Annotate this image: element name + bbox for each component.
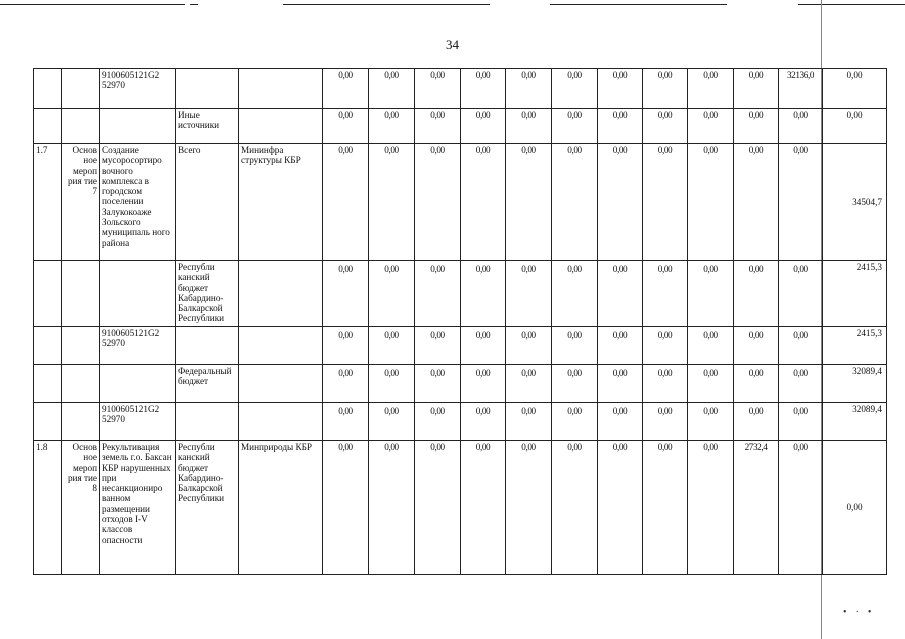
item-kind <box>62 403 100 441</box>
table-row <box>34 261 887 327</box>
value-cell: 0,00 <box>552 144 598 261</box>
value-cell: 0,00 <box>552 441 598 575</box>
item-name <box>100 365 176 403</box>
value-cell: 0,00 <box>461 441 506 575</box>
executor: Мининфра структуры КБР <box>239 144 323 261</box>
value-cell: 0,00 <box>506 144 552 261</box>
value-cell: 0,00 <box>415 365 461 403</box>
value-cell: 0,00 <box>643 69 688 109</box>
value-cell: 0,00 <box>552 69 598 109</box>
value-cell: 0,00 <box>688 109 734 144</box>
item-name: 9100605121G2 52970 <box>100 327 176 365</box>
value-cell: 0,00 <box>552 109 598 144</box>
value-cell: 2732,4 <box>734 441 779 575</box>
item-kind: Основ ное мероп рия тие 7 <box>62 144 100 261</box>
top-rule <box>0 4 185 5</box>
page-number: 34 <box>446 37 459 52</box>
value-cell: 0,00 <box>415 144 461 261</box>
value-cell: 0,00 <box>688 365 734 403</box>
item-name <box>100 261 176 327</box>
value-cell: 0,00 <box>506 69 552 109</box>
value-cell: 0,00 <box>369 144 415 261</box>
funding-source: Республи канский бюджет Кабардино-Балкарской Республики <box>176 261 239 327</box>
funding-source <box>176 327 239 365</box>
value-cell: 0,00 <box>369 365 415 403</box>
value-cell: 0,00 <box>779 365 823 403</box>
value-cell: 0,00 <box>598 403 643 441</box>
table-row <box>34 365 887 403</box>
value-cell: 0,00 <box>552 327 598 365</box>
value-cell: 0,00 <box>461 261 506 327</box>
executor <box>239 109 323 144</box>
executor <box>239 261 323 327</box>
item-number <box>34 69 62 109</box>
executor <box>239 327 323 365</box>
funding-table <box>33 68 887 575</box>
value-cell: 0,00 <box>369 69 415 109</box>
value-cell: 0,00 <box>598 365 643 403</box>
item-number <box>34 403 62 441</box>
top-rule <box>190 4 198 5</box>
value-cell: 0,00 <box>598 69 643 109</box>
value-cell: 0,00 <box>415 403 461 441</box>
total-cell: 0,00 <box>823 109 887 144</box>
value-cell: 0,00 <box>369 261 415 327</box>
value-cell: 0,00 <box>598 441 643 575</box>
top-rule <box>798 4 905 5</box>
value-cell: 0,00 <box>323 69 369 109</box>
value-cell: 0,00 <box>688 261 734 327</box>
value-cell: 0,00 <box>323 327 369 365</box>
value-cell: 0,00 <box>779 144 823 261</box>
value-cell: 0,00 <box>643 441 688 575</box>
value-cell: 0,00 <box>643 109 688 144</box>
value-cell: 0,00 <box>369 109 415 144</box>
value-cell: 0,00 <box>688 69 734 109</box>
value-cell: 0,00 <box>461 327 506 365</box>
value-cell: 0,00 <box>643 261 688 327</box>
value-cell: 0,00 <box>598 109 643 144</box>
value-cell: 0,00 <box>552 261 598 327</box>
item-name: 9100605121G2 52970 <box>100 69 176 109</box>
item-kind <box>62 327 100 365</box>
funding-source: Федеральный бюджет <box>176 365 239 403</box>
value-cell: 0,00 <box>734 144 779 261</box>
value-cell: 0,00 <box>734 109 779 144</box>
funding-source: Иные источники <box>176 109 239 144</box>
item-kind <box>62 261 100 327</box>
value-cell: 0,00 <box>323 365 369 403</box>
value-cell: 0,00 <box>643 327 688 365</box>
funding-source: Республи канский бюджет Кабардино-Балкарской Республики <box>176 441 239 575</box>
value-cell: 0,00 <box>506 403 552 441</box>
item-number <box>34 261 62 327</box>
table-row <box>34 144 887 261</box>
value-cell: 0,00 <box>779 403 823 441</box>
item-name: 9100605121G2 52970 <box>100 403 176 441</box>
item-name <box>100 109 176 144</box>
table-row <box>34 327 887 365</box>
item-kind: Основ ное мероп рия тие 8 <box>62 441 100 575</box>
table-row <box>34 109 887 144</box>
total-cell: 2415,3 <box>823 261 887 327</box>
value-cell: 0,00 <box>734 365 779 403</box>
value-cell: 0,00 <box>734 403 779 441</box>
value-cell: 0,00 <box>369 441 415 575</box>
executor: Минприроды КБР <box>239 441 323 575</box>
value-cell: 0,00 <box>688 441 734 575</box>
total-cell: 34504,7 <box>823 144 887 261</box>
value-cell: 0,00 <box>461 109 506 144</box>
value-cell: 32136,0 <box>779 69 823 109</box>
total-cell: 0,00 <box>823 441 887 575</box>
funding-source: Всего <box>176 144 239 261</box>
value-cell: 0,00 <box>643 144 688 261</box>
item-kind <box>62 109 100 144</box>
item-kind <box>62 365 100 403</box>
value-cell: 0,00 <box>779 441 823 575</box>
item-name: Рекультивация земель г.о. Баксан КБР нарушенных при несанкциониро ванном размещении отходов I-V классов опасности <box>100 441 176 575</box>
value-cell: 0,00 <box>643 403 688 441</box>
total-cell: 2415,3 <box>823 327 887 365</box>
value-cell: 0,00 <box>734 327 779 365</box>
executor <box>239 403 323 441</box>
value-cell: 0,00 <box>552 365 598 403</box>
executor <box>239 69 323 109</box>
value-cell: 0,00 <box>415 327 461 365</box>
value-cell: 0,00 <box>461 365 506 403</box>
value-cell: 0,00 <box>415 109 461 144</box>
value-cell: 0,00 <box>369 327 415 365</box>
item-number <box>34 365 62 403</box>
executor <box>239 365 323 403</box>
item-name: Создание мусоросортиро вочного комплекса в городском поселении Залукокоаже Зольского муниципаль ного района <box>100 144 176 261</box>
table-row <box>34 69 887 109</box>
value-cell: 0,00 <box>779 327 823 365</box>
value-cell: 0,00 <box>506 261 552 327</box>
item-number <box>34 327 62 365</box>
value-cell: 0,00 <box>779 261 823 327</box>
value-cell: 0,00 <box>461 403 506 441</box>
value-cell: 0,00 <box>506 441 552 575</box>
value-cell: 0,00 <box>688 144 734 261</box>
scan-marks: •·• <box>843 607 881 618</box>
total-cell: 32089,4 <box>823 365 887 403</box>
value-cell: 0,00 <box>552 403 598 441</box>
value-cell: 0,00 <box>598 144 643 261</box>
value-cell: 0,00 <box>323 403 369 441</box>
value-cell: 0,00 <box>323 144 369 261</box>
value-cell: 0,00 <box>598 327 643 365</box>
table-row <box>34 403 887 441</box>
value-cell: 0,00 <box>415 441 461 575</box>
value-cell: 0,00 <box>461 144 506 261</box>
value-cell: 0,00 <box>415 261 461 327</box>
funding-source <box>176 403 239 441</box>
value-cell: 0,00 <box>643 365 688 403</box>
value-cell: 0,00 <box>779 109 823 144</box>
top-rule <box>283 4 490 5</box>
value-cell: 0,00 <box>598 261 643 327</box>
value-cell: 0,00 <box>506 109 552 144</box>
value-cell: 0,00 <box>323 441 369 575</box>
item-number <box>34 109 62 144</box>
table-row <box>34 441 887 575</box>
top-rule <box>550 4 727 5</box>
value-cell: 0,00 <box>506 327 552 365</box>
value-cell: 0,00 <box>461 69 506 109</box>
item-number: 1.8 <box>34 441 62 575</box>
total-cell: 32089,4 <box>823 403 887 441</box>
value-cell: 0,00 <box>734 69 779 109</box>
value-cell: 0,00 <box>323 109 369 144</box>
value-cell: 0,00 <box>734 261 779 327</box>
value-cell: 0,00 <box>688 403 734 441</box>
item-kind <box>62 69 100 109</box>
funding-source <box>176 69 239 109</box>
value-cell: 0,00 <box>369 403 415 441</box>
value-cell: 0,00 <box>323 261 369 327</box>
item-number: 1.7 <box>34 144 62 261</box>
value-cell: 0,00 <box>506 365 552 403</box>
total-cell: 0,00 <box>823 69 887 109</box>
value-cell: 0,00 <box>415 69 461 109</box>
value-cell: 0,00 <box>688 327 734 365</box>
